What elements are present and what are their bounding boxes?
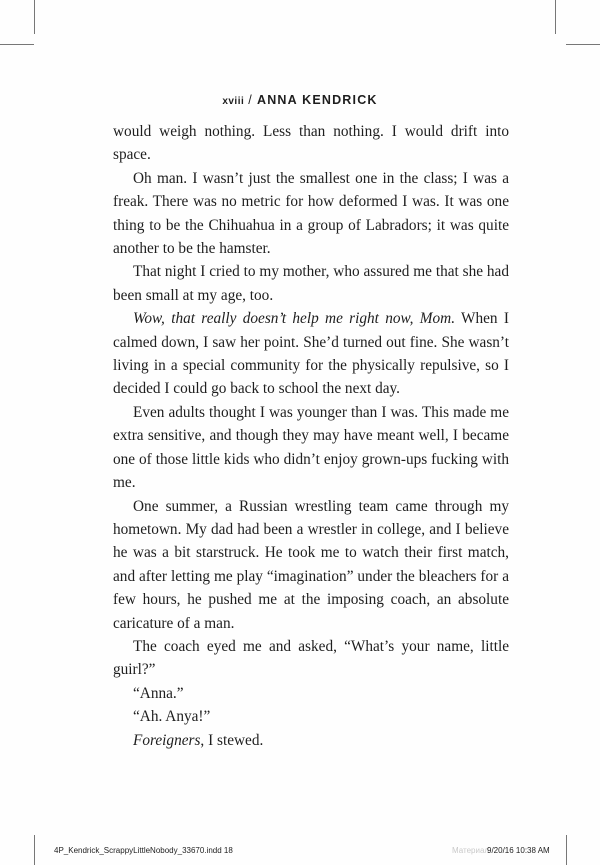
body-text	[113, 120, 509, 752]
paragraph: “Ah. Anya!”	[133, 708, 211, 726]
crop-mark-top-left	[34, 0, 35, 34]
crop-mark-left	[0, 44, 34, 45]
crop-mark-right	[566, 44, 600, 45]
paragraph: Even adults thought I was younger than I was. This made me extra sensitive, and though they may have meant well, I became one of those little kids who didn’t enjoy grown-ups fucking with me.	[113, 403, 509, 492]
running-header	[0, 93, 600, 107]
file-slug: 4P_Kendrick_ScrappyLittleNobody_33670.indd 18	[54, 846, 233, 855]
crop-mark-top-right	[555, 0, 556, 34]
paragraph: The coach eyed me and asked, “What’s your name, little guirl?”	[113, 637, 509, 679]
watermark-text: Материал	[452, 846, 490, 855]
paragraph: Foreigners, I stewed.	[133, 731, 264, 749]
paragraph: One summer, a Russian wrestling team came through my hometown. My dad had been a wrestler in college, and I believe he was a bit starstruck. He took me to watch their first match, and after letting me play “imagination” under the bleachers for a few hours, he pushed me at the imposing coach, an absolute caricature of a man.	[113, 497, 509, 632]
italic-word: Foreigners	[133, 731, 201, 749]
italic-thought: Wow, that really doesn’t help me right now, Mom.	[133, 310, 456, 328]
print-date: 9/20/16 10:38 AM	[487, 846, 550, 855]
paragraph: That night I cried to my mother, who assured me that she had been small at my age, too.	[113, 263, 509, 304]
crop-mark-bottom-right	[566, 835, 567, 865]
author-name: ANNA KENDRICK	[256, 93, 378, 107]
paragraph: “Anna.”	[133, 684, 184, 702]
header-separator: /	[248, 93, 253, 107]
paragraph: Oh man. I wasn’t just the smallest one in the class; I was a freak. There was no metric for how deformed I was. It was one thing to be the Chihuahua in a group of Labradors; it was quite another to be the hamster.	[113, 169, 509, 258]
paragraph: would weigh nothing. Less than nothing. I would drift into space.	[113, 123, 509, 164]
crop-mark-bottom-left	[34, 835, 35, 865]
paragraph: Wow, that really doesn’t help me right now, Mom. When I calmed down, I saw her point. She’d turned out fine. She wasn’t living in a special community for the physically repulsive, so I decided I could go back to school the next day.	[113, 310, 509, 398]
page-number: xviii	[222, 96, 245, 107]
